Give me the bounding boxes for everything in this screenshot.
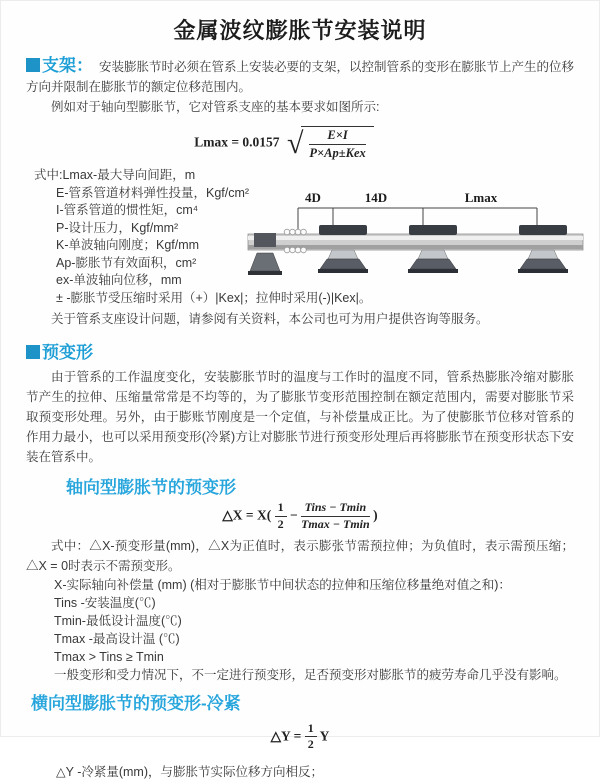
definition-line: P-设计压力，Kgf/mm² <box>56 220 179 235</box>
consult-note: 关于管系支座设计问题，请参阅有关资料，本公司也可为用户提供咨询等服务。 <box>51 312 489 326</box>
parameter-line: Tmin-最低设计温度(℃) <box>54 613 182 628</box>
dim-label-4d: 4D <box>305 190 321 205</box>
temperature-fraction: $\frac{\text{Tins − Tmin}}{Tmax - Tmin}$ <box>301 500 370 531</box>
lmax-formula-denominator: P×Ap±Kex <box>309 146 366 160</box>
pipe-support-diagram-svg <box>244 187 589 283</box>
axial-formula-explain: 式中：△X-预变形量(mm)，△X为正值时，表示膨张节需预拉伸；为负值时，表示需预压缩；△X = 0时表示不需预变形。 <box>26 538 574 573</box>
lateral-predeform-heading: 横向型膨胀节的预变形-冷紧 <box>31 693 241 713</box>
page-title: 金属波纹膨胀节安装说明 <box>173 18 427 43</box>
definition-line: 式中:Lmax-最大导向间距，m <box>34 168 196 182</box>
support-intro-paragraph <box>26 56 574 97</box>
predeform-body-paragraph: 由于管系的工作温度变化，安装膨胀节时的温度与工作时的温度不同，管系热膨胀冷缩对膨胀节产生的拉伸、压缩量常常是不均等的，为了膨胀节变形范围控制在额定范围内，需要对膨胀节采取预变形处理。另外，由于膨账节刚度是一个定值，与补偿量成正比。为了使膨胀节位移对管系的作用力最小，也可以采用预变形(冷紧)方让对膨胀节进行预变形处理后再将膨胀节在预变形状态下安装在管系中。 <box>26 370 574 464</box>
lmax-formula-fraction <box>301 126 373 161</box>
dim-label-14d: 14D <box>364 190 388 205</box>
lateral-formula-rhs: Y <box>319 727 330 743</box>
definition-line: Ap-膨胀节有效面积，cm² <box>56 255 197 270</box>
definition-line: I-管系管道的惯性矩，cm⁴ <box>56 203 199 217</box>
definition-line: E-管系管道材料弹性投量，Kgf/cm² <box>56 185 250 200</box>
axial-parameter-lines <box>26 576 574 684</box>
lmax-formula-numerator: E×I <box>309 128 365 145</box>
predeform-heading-label: 预变形 <box>42 343 93 362</box>
axial-formula-lhs: △X = X( <box>222 507 272 523</box>
definition-line: ex-单波轴向位移，mm <box>56 273 182 287</box>
lmax-formula <box>10 126 558 161</box>
support-intro-text: 安装膨胀节时必须在管系上安装必要的支架，以控制管系的变形在膨胀节上产生的位移方向并限制在膨胀节的额定位移范围内。 <box>26 60 575 94</box>
section-marker-square-icon <box>26 345 40 359</box>
axial-predeform-formula <box>26 501 574 532</box>
predeform-section-heading <box>26 338 574 363</box>
definition-line: ± -膨胀节受压缩时采用（+）|Kex|；拉伸时采用(-)|Kex|。 <box>56 290 372 305</box>
lateral-predeform-formula <box>26 722 574 753</box>
parameter-line: Tins -安装温度(℃) <box>54 595 156 610</box>
parameter-line: Tmax > Tins ≥ Tmin <box>54 649 164 664</box>
support-heading-label: 支架： <box>42 56 93 75</box>
pipe-support-diagram <box>244 187 589 283</box>
radical-sign-icon: √ <box>286 126 304 160</box>
definition-line: K-单波轴向刚度；Kgf/mm <box>56 238 200 252</box>
support-section-heading <box>26 56 93 75</box>
lateral-note: △Y -冷紧量(mm)，与膨胀节实际位移方向相反； <box>56 765 324 780</box>
support-example-line: 例如对于轴向型膨胀节，它对管系支座的基本要求如图所示: <box>51 100 380 114</box>
lmax-formula-lhs: Lmax = 0.0157 <box>194 134 280 150</box>
half-fraction: $\frac{1}{2}$ <box>305 722 317 753</box>
parameter-line: 一般变形和受力情况下，不一定进行预变形，足否预变形对膨胀节的疲劳寿命几乎没有影响。 <box>54 667 567 682</box>
dim-label-lmax: Lmax <box>464 190 498 205</box>
lateral-formula-lhs: △Y = <box>270 727 302 743</box>
minus-operator: − <box>290 507 298 523</box>
parameter-line: X-实际轴向补偿量 (mm) (相对于膨胀节中间状态的拉伸和压缩位移量绝对值之和)： <box>54 577 511 592</box>
axial-predeform-heading: 轴向型膨胀节的预变形 <box>66 478 236 497</box>
axial-formula-rhs: ) <box>373 507 378 523</box>
section-marker-square-icon <box>26 58 40 72</box>
half-fraction: $\frac{1}{2}$ <box>275 501 287 532</box>
parameter-line: Tmax -最高设计温 (℃) <box>54 631 180 646</box>
